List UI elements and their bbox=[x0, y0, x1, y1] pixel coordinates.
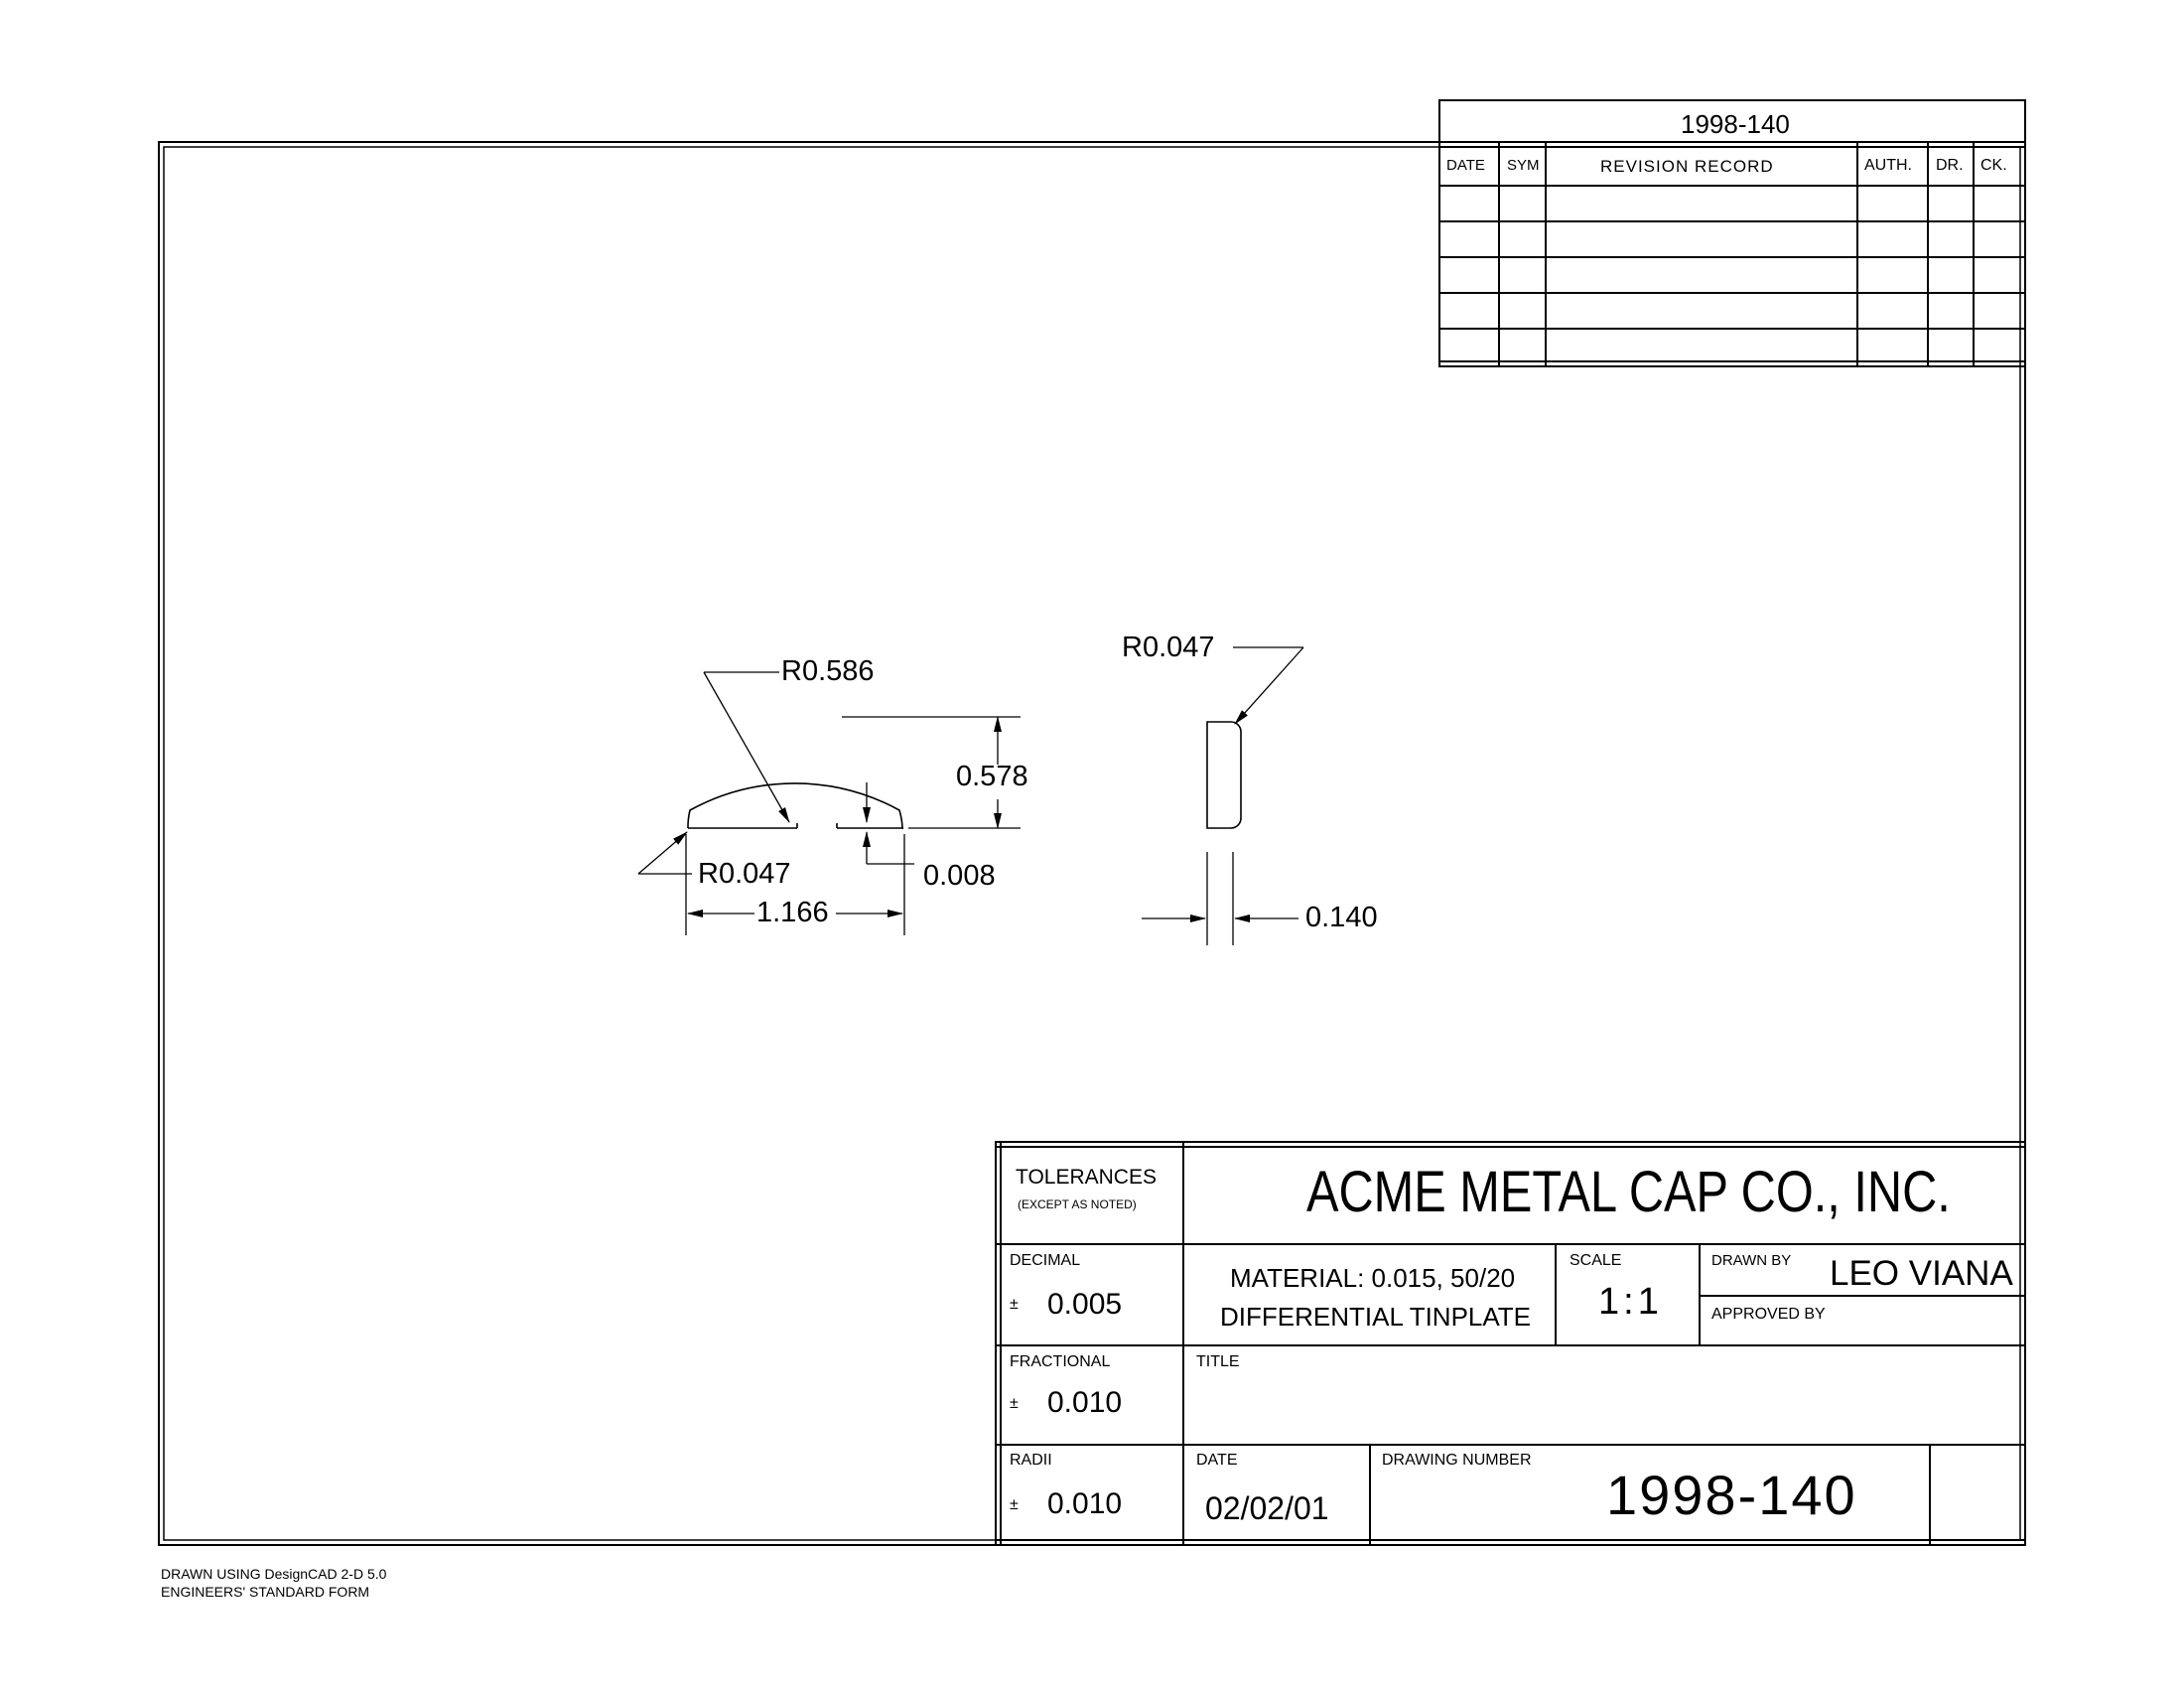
revision-header-auth: AUTH. bbox=[1864, 157, 1912, 174]
title-label: TITLE bbox=[1196, 1353, 1240, 1370]
dimension-width: 1.166 bbox=[756, 897, 829, 928]
drawing-number-value: 1998-140 bbox=[1606, 1464, 1857, 1526]
scale-value: 1:1 bbox=[1598, 1281, 1663, 1323]
revision-table-grid bbox=[1439, 100, 2025, 366]
approved-by-label: APPROVED BY bbox=[1711, 1306, 1826, 1323]
radii-label: RADII bbox=[1010, 1452, 1052, 1469]
drawing-number-label: DRAWING NUMBER bbox=[1382, 1452, 1532, 1469]
sheet-border-inner bbox=[164, 147, 2020, 1540]
dimension-radius-large: R0.586 bbox=[781, 655, 875, 687]
decimal-value: 0.005 bbox=[1047, 1288, 1123, 1321]
footer-form-note: ENGINEERS' STANDARD FORM bbox=[161, 1584, 370, 1600]
footer-software-note: DRAWN USING DesignCAD 2-D 5.0 bbox=[161, 1566, 387, 1582]
revision-header-dr: DR. bbox=[1936, 157, 1964, 174]
material-line-1: MATERIAL: 0.015, 50/20 bbox=[1230, 1263, 1516, 1293]
revision-header-date: DATE bbox=[1446, 157, 1485, 174]
revision-drawing-number: 1998-140 bbox=[1681, 109, 1790, 139]
sheet-border-outer bbox=[159, 142, 2025, 1545]
drawn-by-label: DRAWN BY bbox=[1711, 1252, 1792, 1269]
fractional-label: FRACTIONAL bbox=[1010, 1353, 1111, 1370]
date-label: DATE bbox=[1196, 1452, 1238, 1469]
side-view-outline bbox=[1207, 722, 1241, 828]
tolerances-note: (EXCEPT AS NOTED) bbox=[1018, 1197, 1137, 1211]
revision-header-record: REVISION RECORD bbox=[1600, 157, 1774, 176]
dimension-height: 0.578 bbox=[956, 761, 1028, 792]
dimension-thickness: 0.140 bbox=[1305, 902, 1378, 933]
side-view-dimensions bbox=[1142, 647, 1303, 945]
decimal-label: DECIMAL bbox=[1010, 1252, 1081, 1269]
front-view-dimensions bbox=[638, 672, 1021, 935]
drawn-by-value: LEO VIANA bbox=[1830, 1254, 2013, 1293]
radii-plus-minus: ± bbox=[1010, 1496, 1019, 1513]
revision-header-sym: SYM bbox=[1507, 157, 1540, 174]
date-value: 02/02/01 bbox=[1205, 1490, 1329, 1526]
dimension-offset: 0.008 bbox=[923, 860, 996, 892]
material-line-2: DIFFERENTIAL TINPLATE bbox=[1220, 1302, 1532, 1332]
front-view-outline bbox=[688, 783, 903, 828]
fractional-value: 0.010 bbox=[1047, 1386, 1123, 1419]
fractional-plus-minus: ± bbox=[1010, 1395, 1019, 1412]
scale-label: SCALE bbox=[1570, 1252, 1622, 1269]
dimension-side-radius: R0.047 bbox=[1122, 632, 1215, 663]
radii-value: 0.010 bbox=[1047, 1487, 1123, 1520]
decimal-plus-minus: ± bbox=[1010, 1296, 1019, 1313]
tolerances-label: TOLERANCES bbox=[1016, 1166, 1157, 1189]
dimension-radius-small: R0.047 bbox=[698, 858, 791, 890]
revision-header-ck: CK. bbox=[1980, 157, 2007, 174]
company-name: ACME METAL CAP CO., INC. bbox=[1306, 1160, 1951, 1224]
